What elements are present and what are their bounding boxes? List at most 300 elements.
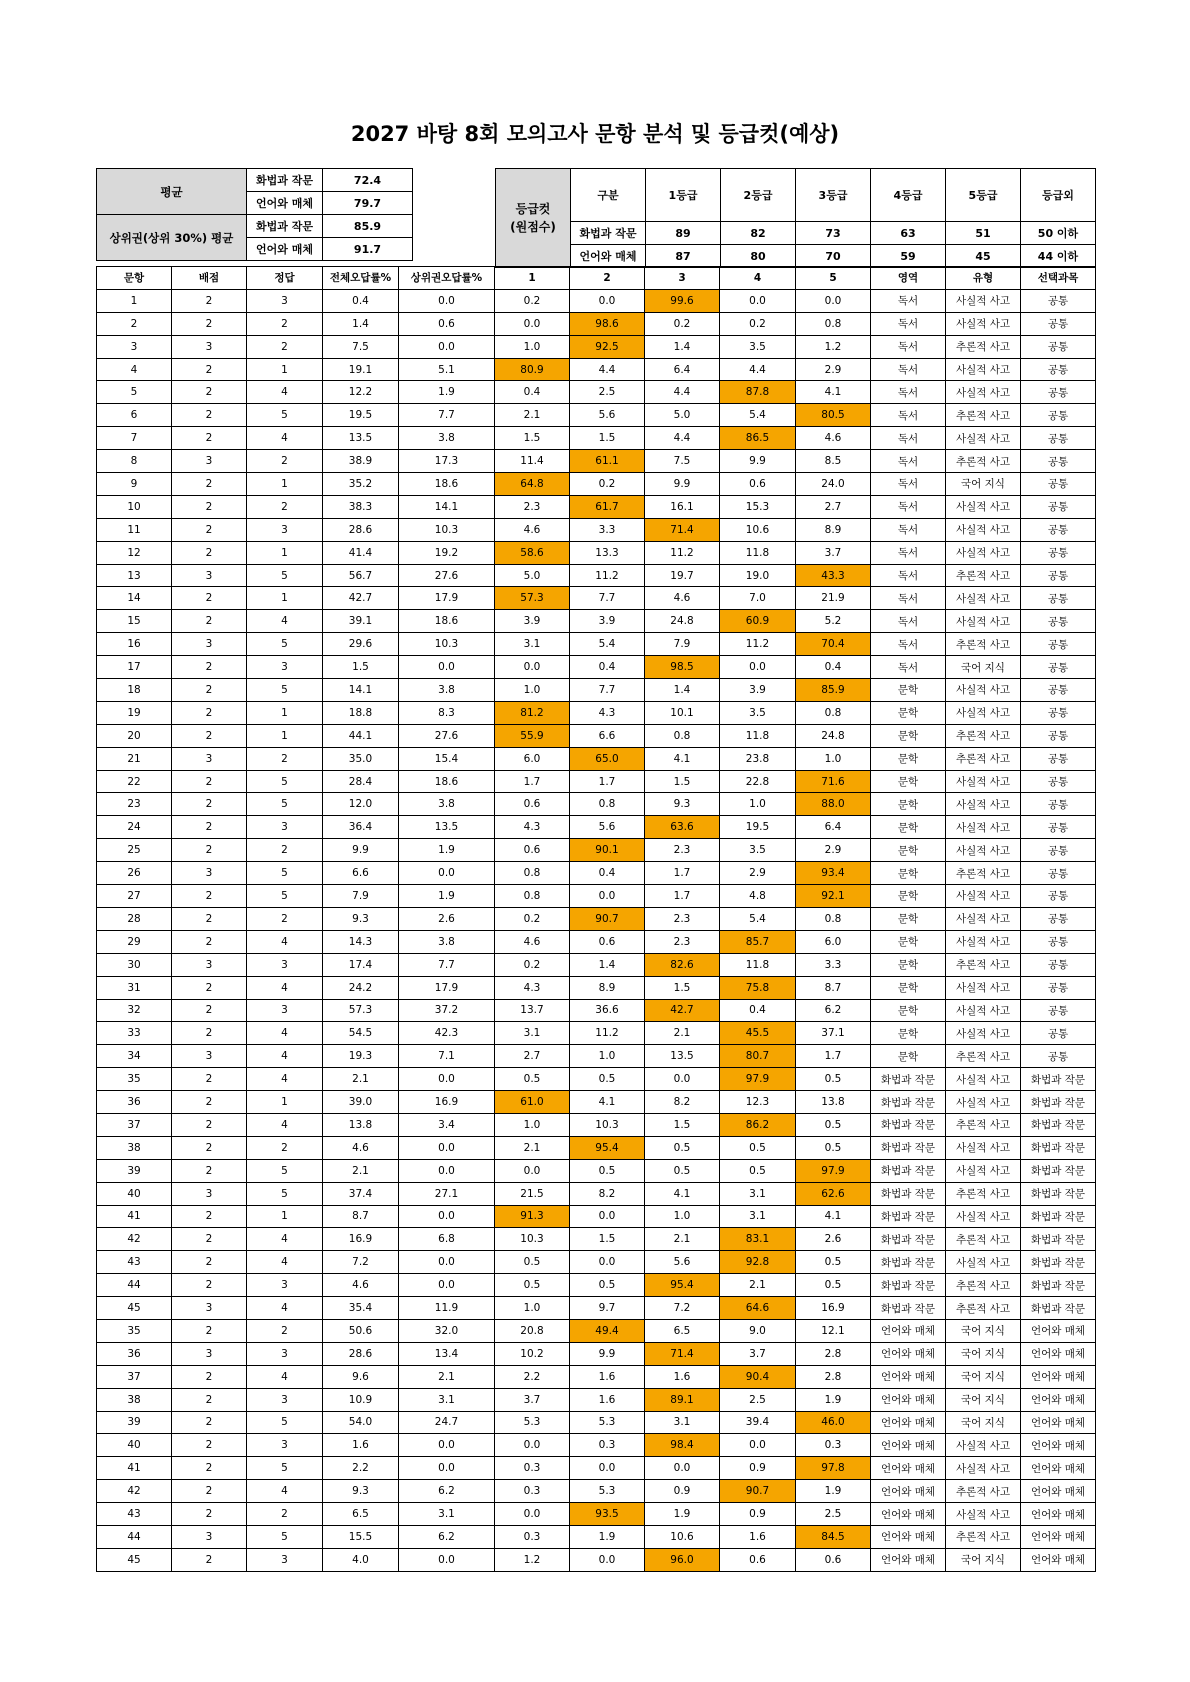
choice-2-rate-cell: 1.9 (570, 1525, 645, 1548)
choice-5-rate-cell: 24.0 (796, 473, 871, 496)
choice-1-rate-cell: 0.3 (495, 1525, 570, 1548)
question-number-cell: 2 (97, 312, 172, 335)
total-wrong-rate-cell: 12.2 (323, 381, 399, 404)
area-cell: 언어와 매체 (871, 1503, 946, 1526)
points-cell: 3 (172, 335, 247, 358)
column-header-choice-5-rate: 5 (796, 267, 871, 290)
points-cell: 2 (172, 289, 247, 312)
page-title: 2027 바탕 8회 모의고사 문항 분석 및 등급컷(예상) (350, 122, 840, 146)
area-cell: 언어와 매체 (871, 1548, 946, 1571)
choice-5-rate-cell: 8.9 (796, 518, 871, 541)
question-number-cell: 30 (97, 953, 172, 976)
table-header-row (97, 267, 1096, 290)
top-wrong-rate-cell: 18.6 (399, 473, 495, 496)
choice-2-rate-cell: 0.5 (570, 1068, 645, 1091)
choice-4-rate-cell: 0.9 (720, 1457, 796, 1480)
choice-5-rate-cell: 4.6 (796, 427, 871, 450)
question-number-cell: 25 (97, 839, 172, 862)
elective-cell: 공통 (1021, 747, 1096, 770)
choice-1-rate-cell: 0.8 (495, 862, 570, 885)
question-number-cell: 5 (97, 381, 172, 404)
answer-cell: 5 (247, 770, 323, 793)
cut-cell: 73 (796, 222, 871, 245)
choice-4-rate-cell: 97.9 (720, 1068, 796, 1091)
choice-5-rate-cell: 46.0 (796, 1411, 871, 1434)
choice-5-rate-cell: 97.8 (796, 1457, 871, 1480)
total-wrong-rate-cell: 42.7 (323, 587, 399, 610)
area-cell: 화법과 작문 (871, 1159, 946, 1182)
choice-2-rate-cell: 0.0 (570, 885, 645, 908)
choice-3-rate-cell: 0.0 (645, 1457, 720, 1480)
type-cell: 사실적 사고 (946, 1457, 1021, 1480)
choice-2-rate-cell: 95.4 (570, 1136, 645, 1159)
points-cell: 2 (172, 1274, 247, 1297)
type-cell: 사실적 사고 (946, 381, 1021, 404)
choice-5-rate-cell: 16.9 (796, 1297, 871, 1320)
total-wrong-rate-cell: 37.4 (323, 1182, 399, 1205)
type-cell: 사실적 사고 (946, 587, 1021, 610)
area-cell: 언어와 매체 (871, 1319, 946, 1342)
choice-1-rate-cell: 1.0 (495, 679, 570, 702)
average-summary-table (96, 168, 413, 261)
points-cell: 2 (172, 1319, 247, 1342)
choice-1-rate-cell: 2.3 (495, 495, 570, 518)
type-cell: 사실적 사고 (946, 679, 1021, 702)
area-cell: 언어와 매체 (871, 1342, 946, 1365)
choice-1-rate-cell: 61.0 (495, 1091, 570, 1114)
choice-4-rate-cell: 9.9 (720, 450, 796, 473)
answer-cell: 2 (247, 1503, 323, 1526)
choice-1-rate-cell: 0.2 (495, 953, 570, 976)
choice-3-rate-cell: 16.1 (645, 495, 720, 518)
question-number-cell: 38 (97, 1388, 172, 1411)
total-wrong-rate-cell: 41.4 (323, 541, 399, 564)
choice-3-rate-cell: 0.2 (645, 312, 720, 335)
question-number-cell: 19 (97, 701, 172, 724)
area-cell: 언어와 매체 (871, 1525, 946, 1548)
question-number-cell: 38 (97, 1136, 172, 1159)
area-cell: 독서 (871, 427, 946, 450)
points-cell: 2 (172, 518, 247, 541)
choice-4-rate-cell: 0.6 (720, 473, 796, 496)
top-wrong-rate-cell: 17.9 (399, 587, 495, 610)
table-row (97, 1045, 1096, 1068)
answer-cell: 4 (247, 1113, 323, 1136)
type-cell: 추론적 사고 (946, 1297, 1021, 1320)
choice-4-rate-cell: 0.0 (720, 1434, 796, 1457)
answer-cell: 4 (247, 427, 323, 450)
choice-2-rate-cell: 5.4 (570, 633, 645, 656)
total-wrong-rate-cell: 6.5 (323, 1503, 399, 1526)
choice-5-rate-cell: 88.0 (796, 793, 871, 816)
question-number-cell: 39 (97, 1411, 172, 1434)
question-number-cell: 13 (97, 564, 172, 587)
points-cell: 2 (172, 312, 247, 335)
total-wrong-rate-cell: 1.6 (323, 1434, 399, 1457)
choice-2-rate-cell: 0.3 (570, 1434, 645, 1457)
choice-2-rate-cell: 4.3 (570, 701, 645, 724)
top-wrong-rate-cell: 16.9 (399, 1091, 495, 1114)
points-cell: 3 (172, 1045, 247, 1068)
choice-3-rate-cell: 2.3 (645, 839, 720, 862)
choice-4-rate-cell: 10.6 (720, 518, 796, 541)
total-wrong-rate-cell: 56.7 (323, 564, 399, 587)
cut-header: 등급외 (1021, 169, 1096, 222)
table-row (97, 427, 1096, 450)
choice-4-rate-cell: 2.9 (720, 862, 796, 885)
choice-3-rate-cell: 71.4 (645, 518, 720, 541)
choice-1-rate-cell: 0.3 (495, 1457, 570, 1480)
area-cell: 문학 (871, 999, 946, 1022)
answer-cell: 1 (247, 473, 323, 496)
choice-2-rate-cell: 0.2 (570, 473, 645, 496)
total-wrong-rate-cell: 9.9 (323, 839, 399, 862)
area-cell: 화법과 작문 (871, 1068, 946, 1091)
question-number-cell: 15 (97, 610, 172, 633)
choice-2-rate-cell: 1.6 (570, 1388, 645, 1411)
choice-3-rate-cell: 4.6 (645, 587, 720, 610)
elective-cell: 공통 (1021, 404, 1096, 427)
elective-cell: 화법과 작문 (1021, 1228, 1096, 1251)
elective-cell: 화법과 작문 (1021, 1274, 1096, 1297)
table-row (97, 1342, 1096, 1365)
choice-5-rate-cell: 70.4 (796, 633, 871, 656)
column-header-choice-4-rate: 4 (720, 267, 796, 290)
table-row (97, 1136, 1096, 1159)
choice-4-rate-cell: 75.8 (720, 976, 796, 999)
question-number-cell: 16 (97, 633, 172, 656)
points-cell: 2 (172, 816, 247, 839)
column-header-choice-3-rate: 3 (645, 267, 720, 290)
choice-2-rate-cell: 8.9 (570, 976, 645, 999)
column-header-top-wrong-rate: 상위권오답률% (399, 267, 495, 290)
points-cell: 2 (172, 587, 247, 610)
choice-2-rate-cell: 2.5 (570, 381, 645, 404)
question-number-cell: 7 (97, 427, 172, 450)
choice-5-rate-cell: 3.3 (796, 953, 871, 976)
top-wrong-rate-cell: 14.1 (399, 495, 495, 518)
choice-2-rate-cell: 92.5 (570, 335, 645, 358)
choice-2-rate-cell: 5.6 (570, 816, 645, 839)
column-header-elective: 선택과목 (1021, 267, 1096, 290)
top-wrong-rate-cell: 0.0 (399, 1205, 495, 1228)
choice-3-rate-cell: 2.3 (645, 907, 720, 930)
elective-cell: 공통 (1021, 450, 1096, 473)
points-cell: 2 (172, 1113, 247, 1136)
answer-cell: 5 (247, 885, 323, 908)
choice-3-rate-cell: 7.2 (645, 1297, 720, 1320)
top-wrong-rate-cell: 19.2 (399, 541, 495, 564)
choice-2-rate-cell: 10.3 (570, 1113, 645, 1136)
type-cell: 사실적 사고 (946, 312, 1021, 335)
choice-3-rate-cell: 1.5 (645, 1113, 720, 1136)
type-cell: 사실적 사고 (946, 1159, 1021, 1182)
elective-cell: 언어와 매체 (1021, 1434, 1096, 1457)
choice-3-rate-cell: 0.5 (645, 1159, 720, 1182)
choice-4-rate-cell: 5.4 (720, 907, 796, 930)
table-row (97, 1182, 1096, 1205)
area-cell: 화법과 작문 (871, 1297, 946, 1320)
choice-4-rate-cell: 80.7 (720, 1045, 796, 1068)
choice-1-rate-cell: 5.3 (495, 1411, 570, 1434)
total-wrong-rate-cell: 13.5 (323, 427, 399, 450)
question-number-cell: 40 (97, 1182, 172, 1205)
area-cell: 독서 (871, 381, 946, 404)
cut-cell: 80 (721, 245, 796, 268)
choice-5-rate-cell: 6.0 (796, 930, 871, 953)
type-cell: 추론적 사고 (946, 862, 1021, 885)
question-number-cell: 10 (97, 495, 172, 518)
type-cell: 국어 지식 (946, 1365, 1021, 1388)
choice-1-rate-cell: 3.7 (495, 1388, 570, 1411)
choice-4-rate-cell: 11.8 (720, 724, 796, 747)
top-wrong-rate-cell: 3.8 (399, 679, 495, 702)
total-wrong-rate-cell: 4.6 (323, 1136, 399, 1159)
type-cell: 사실적 사고 (946, 701, 1021, 724)
type-cell: 사실적 사고 (946, 289, 1021, 312)
elective-cell: 공통 (1021, 770, 1096, 793)
total-wrong-rate-cell: 35.2 (323, 473, 399, 496)
question-number-cell: 24 (97, 816, 172, 839)
choice-4-rate-cell: 64.6 (720, 1297, 796, 1320)
table-row (97, 312, 1096, 335)
type-cell: 국어 지식 (946, 473, 1021, 496)
question-number-cell: 22 (97, 770, 172, 793)
question-number-cell: 11 (97, 518, 172, 541)
points-cell: 2 (172, 1228, 247, 1251)
question-number-cell: 39 (97, 1159, 172, 1182)
type-cell: 추론적 사고 (946, 1182, 1021, 1205)
top-wrong-rate-cell: 0.0 (399, 1548, 495, 1571)
elective-cell: 공통 (1021, 541, 1096, 564)
elective-cell: 공통 (1021, 610, 1096, 633)
top-wrong-rate-cell: 7.7 (399, 953, 495, 976)
type-cell: 사실적 사고 (946, 1136, 1021, 1159)
choice-2-rate-cell: 7.7 (570, 587, 645, 610)
total-wrong-rate-cell: 12.0 (323, 793, 399, 816)
table-row (97, 747, 1096, 770)
question-number-cell: 1 (97, 289, 172, 312)
top-wrong-rate-cell: 0.6 (399, 312, 495, 335)
points-cell: 3 (172, 1297, 247, 1320)
summary-subject: 언어와 매체 (247, 192, 323, 215)
choice-3-rate-cell: 19.7 (645, 564, 720, 587)
choice-2-rate-cell: 5.3 (570, 1480, 645, 1503)
choice-4-rate-cell: 0.9 (720, 1503, 796, 1526)
type-cell: 추론적 사고 (946, 1274, 1021, 1297)
type-cell: 추론적 사고 (946, 747, 1021, 770)
total-wrong-rate-cell: 0.4 (323, 289, 399, 312)
table-row (97, 656, 1096, 679)
cut-header: 5등급 (946, 169, 1021, 222)
choice-3-rate-cell: 99.6 (645, 289, 720, 312)
choice-4-rate-cell: 45.5 (720, 1022, 796, 1045)
average-label: 평균 (97, 169, 247, 215)
top-wrong-rate-cell: 0.0 (399, 1251, 495, 1274)
choice-3-rate-cell: 1.0 (645, 1205, 720, 1228)
table-row (97, 999, 1096, 1022)
elective-cell: 화법과 작문 (1021, 1068, 1096, 1091)
area-cell: 문학 (871, 862, 946, 885)
choice-5-rate-cell: 93.4 (796, 862, 871, 885)
top-wrong-rate-cell: 7.7 (399, 404, 495, 427)
answer-cell: 4 (247, 1022, 323, 1045)
choice-5-rate-cell: 5.2 (796, 610, 871, 633)
type-cell: 사실적 사고 (946, 999, 1021, 1022)
choice-3-rate-cell: 4.1 (645, 1182, 720, 1205)
total-wrong-rate-cell: 39.1 (323, 610, 399, 633)
type-cell: 사실적 사고 (946, 541, 1021, 564)
choice-3-rate-cell: 7.9 (645, 633, 720, 656)
top-wrong-rate-cell: 27.6 (399, 724, 495, 747)
question-number-cell: 28 (97, 907, 172, 930)
question-number-cell: 43 (97, 1251, 172, 1274)
choice-4-rate-cell: 0.0 (720, 656, 796, 679)
choice-1-rate-cell: 1.7 (495, 770, 570, 793)
grade-cut-label: 등급컷 (원점수) (496, 169, 571, 268)
choice-5-rate-cell: 1.0 (796, 747, 871, 770)
question-number-cell: 37 (97, 1113, 172, 1136)
question-number-cell: 32 (97, 999, 172, 1022)
top-wrong-rate-cell: 15.4 (399, 747, 495, 770)
choice-2-rate-cell: 8.2 (570, 1182, 645, 1205)
answer-cell: 5 (247, 564, 323, 587)
top-wrong-rate-cell: 11.9 (399, 1297, 495, 1320)
cut-header: 구분 (571, 169, 646, 222)
top-wrong-rate-cell: 1.9 (399, 885, 495, 908)
choice-2-rate-cell: 4.4 (570, 358, 645, 381)
type-cell: 추론적 사고 (946, 404, 1021, 427)
total-wrong-rate-cell: 7.2 (323, 1251, 399, 1274)
type-cell: 추론적 사고 (946, 564, 1021, 587)
table-row (97, 1319, 1096, 1342)
total-wrong-rate-cell: 14.1 (323, 679, 399, 702)
points-cell: 2 (172, 656, 247, 679)
answer-cell: 4 (247, 1228, 323, 1251)
points-cell: 2 (172, 1434, 247, 1457)
points-cell: 2 (172, 701, 247, 724)
answer-cell: 5 (247, 404, 323, 427)
elective-cell: 공통 (1021, 862, 1096, 885)
cut-header: 3등급 (796, 169, 871, 222)
top-wrong-rate-cell: 0.0 (399, 1159, 495, 1182)
table-row (97, 1480, 1096, 1503)
area-cell: 문학 (871, 793, 946, 816)
table-row (97, 793, 1096, 816)
choice-5-rate-cell: 1.9 (796, 1388, 871, 1411)
area-cell: 독서 (871, 633, 946, 656)
table-row (97, 450, 1096, 473)
choice-1-rate-cell: 13.7 (495, 999, 570, 1022)
points-cell: 3 (172, 450, 247, 473)
cut-cell: 51 (946, 222, 1021, 245)
elective-cell: 공통 (1021, 335, 1096, 358)
total-wrong-rate-cell: 54.0 (323, 1411, 399, 1434)
answer-cell: 4 (247, 610, 323, 633)
choice-2-rate-cell: 98.6 (570, 312, 645, 335)
choice-1-rate-cell: 3.9 (495, 610, 570, 633)
table-row (97, 862, 1096, 885)
answer-cell: 5 (247, 1182, 323, 1205)
choice-4-rate-cell: 92.8 (720, 1251, 796, 1274)
column-header-type: 유형 (946, 267, 1021, 290)
type-cell: 사실적 사고 (946, 518, 1021, 541)
total-wrong-rate-cell: 17.4 (323, 953, 399, 976)
choice-1-rate-cell: 81.2 (495, 701, 570, 724)
choice-4-rate-cell: 86.5 (720, 427, 796, 450)
top-wrong-rate-cell: 3.1 (399, 1388, 495, 1411)
cut-header: 4등급 (871, 169, 946, 222)
column-header-area: 영역 (871, 267, 946, 290)
answer-cell: 5 (247, 793, 323, 816)
answer-cell: 1 (247, 1091, 323, 1114)
question-number-cell: 18 (97, 679, 172, 702)
area-cell: 화법과 작문 (871, 1182, 946, 1205)
answer-cell: 4 (247, 976, 323, 999)
top-average-label: 상위권(상위 30%) 평균 (97, 215, 247, 261)
answer-cell: 3 (247, 953, 323, 976)
choice-5-rate-cell: 92.1 (796, 885, 871, 908)
choice-3-rate-cell: 2.3 (645, 930, 720, 953)
total-wrong-rate-cell: 36.4 (323, 816, 399, 839)
choice-5-rate-cell: 0.8 (796, 312, 871, 335)
type-cell: 사실적 사고 (946, 1068, 1021, 1091)
total-wrong-rate-cell: 18.8 (323, 701, 399, 724)
choice-2-rate-cell: 0.8 (570, 793, 645, 816)
points-cell: 2 (172, 1068, 247, 1091)
top-wrong-rate-cell: 42.3 (399, 1022, 495, 1045)
points-cell: 2 (172, 1457, 247, 1480)
area-cell: 언어와 매체 (871, 1411, 946, 1434)
choice-1-rate-cell: 10.3 (495, 1228, 570, 1251)
choice-4-rate-cell: 87.8 (720, 381, 796, 404)
choice-4-rate-cell: 9.0 (720, 1319, 796, 1342)
choice-5-rate-cell: 2.7 (796, 495, 871, 518)
question-number-cell: 33 (97, 1022, 172, 1045)
total-wrong-rate-cell: 7.9 (323, 885, 399, 908)
elective-cell: 언어와 매체 (1021, 1457, 1096, 1480)
points-cell: 2 (172, 999, 247, 1022)
choice-4-rate-cell: 0.6 (720, 1548, 796, 1571)
answer-cell: 3 (247, 289, 323, 312)
choice-4-rate-cell: 15.3 (720, 495, 796, 518)
elective-cell: 화법과 작문 (1021, 1136, 1096, 1159)
summary-subject: 화법과 작문 (247, 215, 323, 238)
answer-cell: 1 (247, 358, 323, 381)
question-number-cell: 43 (97, 1503, 172, 1526)
elective-cell: 언어와 매체 (1021, 1525, 1096, 1548)
choice-3-rate-cell: 5.0 (645, 404, 720, 427)
choice-1-rate-cell: 6.0 (495, 747, 570, 770)
type-cell: 추론적 사고 (946, 1113, 1021, 1136)
choice-4-rate-cell: 7.0 (720, 587, 796, 610)
points-cell: 3 (172, 564, 247, 587)
elective-cell: 언어와 매체 (1021, 1548, 1096, 1571)
choice-3-rate-cell: 4.4 (645, 427, 720, 450)
table-row (97, 633, 1096, 656)
area-cell: 문학 (871, 724, 946, 747)
total-wrong-rate-cell: 44.1 (323, 724, 399, 747)
answer-cell: 3 (247, 1274, 323, 1297)
choice-3-rate-cell: 2.1 (645, 1022, 720, 1045)
area-cell: 문학 (871, 976, 946, 999)
choice-4-rate-cell: 3.9 (720, 679, 796, 702)
choice-5-rate-cell: 0.0 (796, 289, 871, 312)
choice-1-rate-cell: 0.6 (495, 839, 570, 862)
choice-3-rate-cell: 82.6 (645, 953, 720, 976)
points-cell: 2 (172, 1205, 247, 1228)
choice-5-rate-cell: 0.4 (796, 656, 871, 679)
